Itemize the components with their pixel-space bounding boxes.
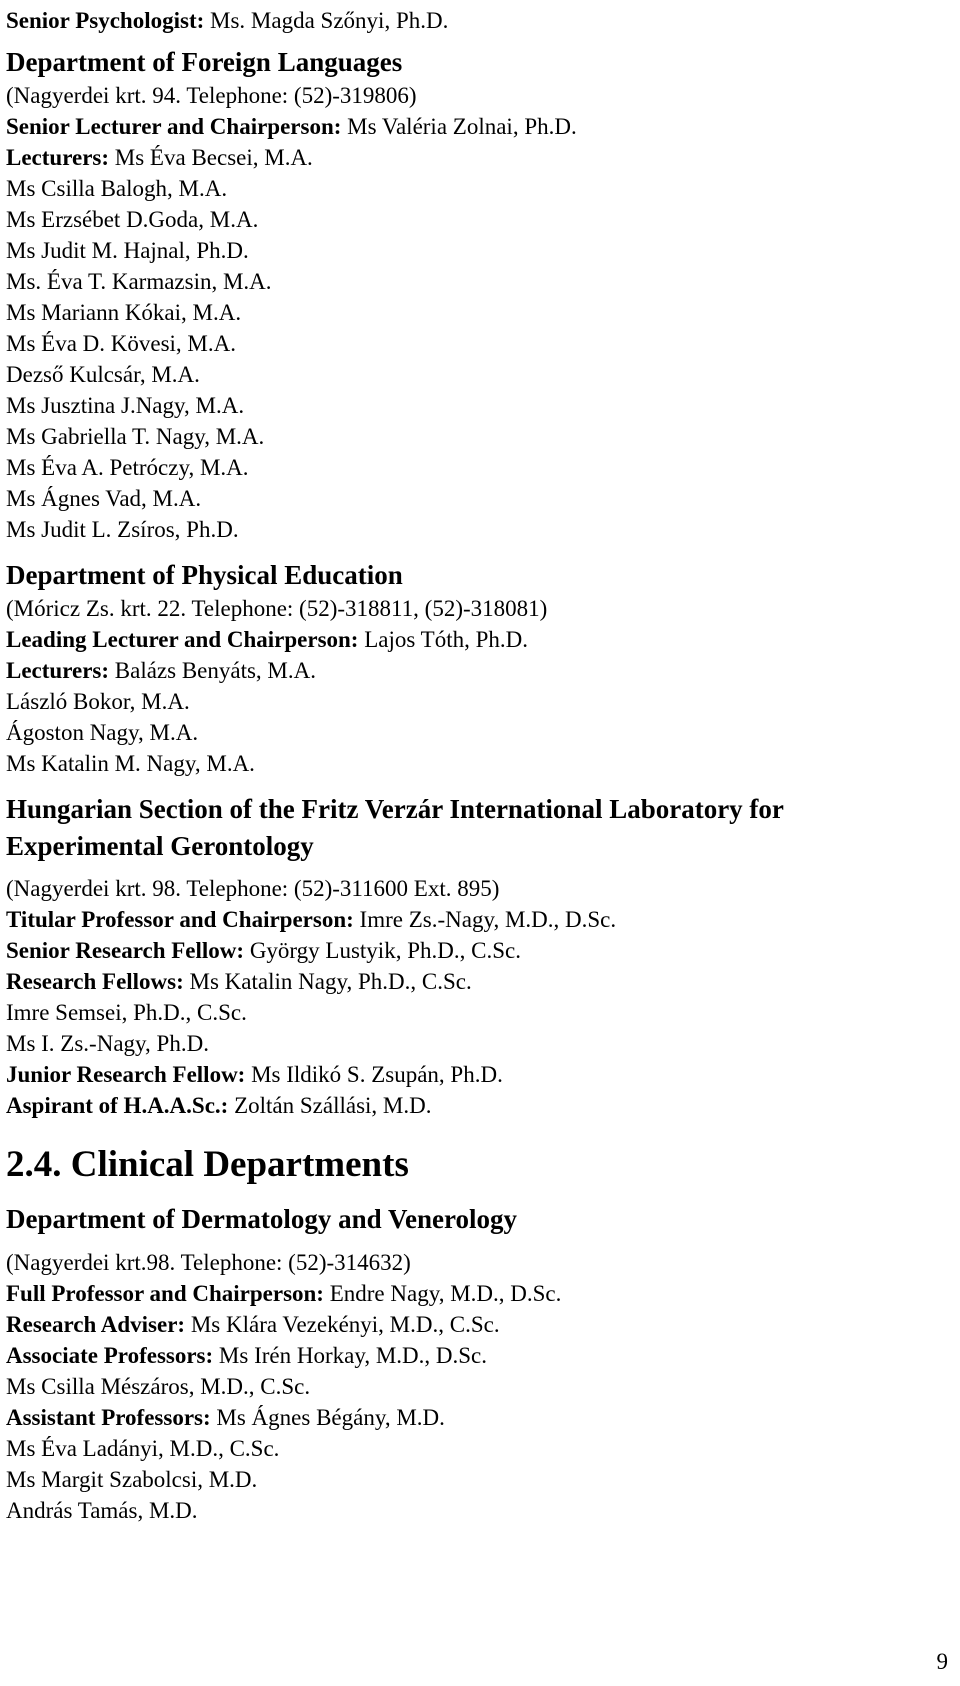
role-label: Senior Research Fellow: xyxy=(6,938,245,963)
person-line: Ms Jusztina J.Nagy, M.A. xyxy=(6,393,245,418)
junior-fellow-line xyxy=(6,1059,936,1090)
person-name: Balázs Benyáts, M.A. xyxy=(109,658,316,683)
address-line: (Nagyerdei krt. 98. Telephone: (52)-311600 Ext. 895) xyxy=(6,876,500,901)
research-adviser-line xyxy=(6,1309,936,1340)
section-title-foreign-languages: Department of Foreign Languages xyxy=(6,47,403,77)
chair-line xyxy=(6,624,936,655)
person-line: András Tamás, M.D. xyxy=(6,1498,198,1523)
role-label: Senior Lecturer and Chairperson: xyxy=(6,114,342,139)
person-line: Ms Katalin M. Nagy, M.A. xyxy=(6,751,255,776)
role-label: Leading Lecturer and Chairperson: xyxy=(6,627,359,652)
aspirant-line xyxy=(6,1090,936,1121)
person-name: Ms. Magda Szőnyi, Ph.D. xyxy=(204,8,449,33)
person-name: Zoltán Szállási, M.D. xyxy=(228,1093,432,1118)
person-name: Ms Katalin Nagy, Ph.D., C.Sc. xyxy=(183,969,472,994)
person-name: Ms Valéria Zolnai, Ph.D. xyxy=(341,114,577,139)
lecturers-line xyxy=(6,655,936,686)
senior-fellow-line xyxy=(6,935,936,966)
person-line: Ms Éva D. Kövesi, M.A. xyxy=(6,331,236,356)
person-line: Ms Mariann Kókai, M.A. xyxy=(6,300,242,325)
titular-line xyxy=(6,904,936,935)
role-label: Lecturers: xyxy=(6,145,110,170)
person-name: Ms Klára Vezekényi, M.D., C.Sc. xyxy=(185,1312,500,1337)
role-label: Research Fellows: xyxy=(6,969,184,994)
person-line: László Bokor, M.A. xyxy=(6,689,190,714)
chapter-title-clinical: 2.4. Clinical Departments xyxy=(6,1144,409,1185)
person-name: Ms Ágnes Bégány, M.D. xyxy=(210,1405,445,1430)
role-label: Senior Psychologist: xyxy=(6,8,205,33)
document-page xyxy=(6,0,936,1526)
person-line: Ms Judit L. Zsíros, Ph.D. xyxy=(6,517,239,542)
associate-professors-line xyxy=(6,1340,936,1371)
person-line: Ms Éva A. Petróczy, M.A. xyxy=(6,455,249,480)
section-title-gerontology: Hungarian Section of the Fritz Verzár International Laboratory for Experimental Gerontology xyxy=(6,794,784,861)
page-number: 9 xyxy=(936,1649,948,1674)
role-label: Titular Professor and Chairperson: xyxy=(6,907,354,932)
person-name: Endre Nagy, M.D., D.Sc. xyxy=(323,1281,562,1306)
person-line: Ms Csilla Balogh, M.A. xyxy=(6,176,228,201)
chair-line xyxy=(6,111,936,142)
person-line: Ms Gabriella T. Nagy, M.A. xyxy=(6,424,265,449)
role-label: Aspirant of H.A.A.Sc.: xyxy=(6,1093,229,1118)
role-label: Lecturers: xyxy=(6,658,110,683)
person-name: Lajos Tóth, Ph.D. xyxy=(358,627,528,652)
person-line: Ms Ágnes Vad, M.A. xyxy=(6,486,202,511)
person-line: Imre Semsei, Ph.D., C.Sc. xyxy=(6,1000,247,1025)
role-label: Junior Research Fellow: xyxy=(6,1062,246,1087)
section-title-dermatology: Department of Dermatology and Venerology xyxy=(6,1204,517,1234)
full-professor-line xyxy=(6,1278,936,1309)
person-name: György Lustyik, Ph.D., C.Sc. xyxy=(244,938,521,963)
person-line: Ms Erzsébet D.Goda, M.A. xyxy=(6,207,259,232)
role-label: Research Adviser: xyxy=(6,1312,186,1337)
address-line: (Nagyerdei krt. 94. Telephone: (52)-319806) xyxy=(6,83,417,108)
person-line: Ms Éva Ladányi, M.D., C.Sc. xyxy=(6,1436,280,1461)
fellows-line xyxy=(6,966,936,997)
role-label: Assistant Professors: xyxy=(6,1405,211,1430)
person-line: Ms. Éva T. Karmazsin, M.A. xyxy=(6,269,272,294)
person-name: Imre Zs.-Nagy, M.D., D.Sc. xyxy=(353,907,617,932)
person-name: Ms Ildikó S. Zsupán, Ph.D. xyxy=(245,1062,503,1087)
person-line: Ms Csilla Mészáros, M.D., C.Sc. xyxy=(6,1374,311,1399)
section-title-physical-education: Department of Physical Education xyxy=(6,560,403,590)
address-line: (Nagyerdei krt.98. Telephone: (52)-314632) xyxy=(6,1250,411,1275)
person-name: Ms Éva Becsei, M.A. xyxy=(109,145,313,170)
person-line: Dezső Kulcsár, M.A. xyxy=(6,362,200,387)
role-label: Full Professor and Chairperson: xyxy=(6,1281,324,1306)
person-line: Ms I. Zs.-Nagy, Ph.D. xyxy=(6,1031,209,1056)
address-line: (Móricz Zs. krt. 22. Telephone: (52)-318811, (52)-318081) xyxy=(6,596,548,621)
person-line: Ms Judit M. Hajnal, Ph.D. xyxy=(6,238,249,263)
person-line: Ms Margit Szabolcsi, M.D. xyxy=(6,1467,258,1492)
person-name: Ms Irén Horkay, M.D., D.Sc. xyxy=(213,1343,488,1368)
assistant-professors-line xyxy=(6,1402,936,1433)
lecturers-line xyxy=(6,142,936,173)
person-line: Ágoston Nagy, M.A. xyxy=(6,720,199,745)
role-label: Associate Professors: xyxy=(6,1343,214,1368)
senior-psychologist-line xyxy=(6,5,936,36)
